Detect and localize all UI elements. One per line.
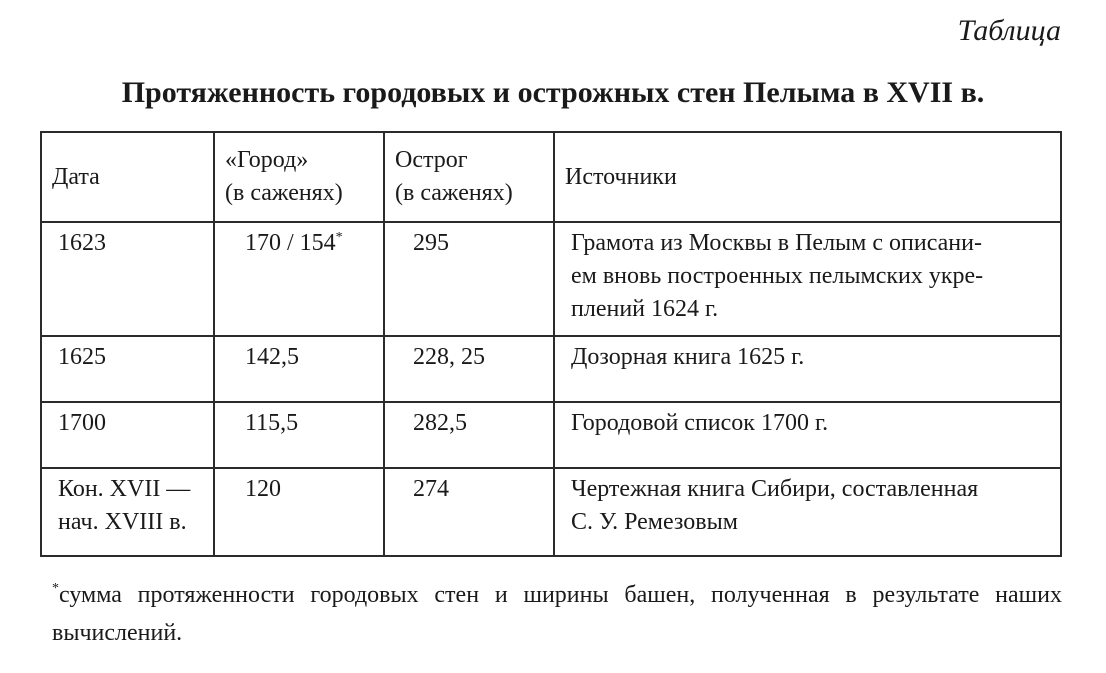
cell-source — [554, 468, 1061, 556]
table-row — [41, 336, 1061, 402]
cell-gorod — [214, 222, 384, 336]
cell-source-line: С. У. Ремезовым — [571, 509, 738, 535]
cell-ostrog: 274 — [384, 468, 554, 556]
cell-date: 1625 — [41, 336, 214, 402]
cell-source-line: ем вновь построенных пелымских укре- — [571, 263, 984, 289]
cell-source-line: Чертежная книга Сибири, составленная — [571, 476, 979, 502]
cell-ostrog: 228, 25 — [384, 336, 554, 402]
footnote-ref-mark: * — [335, 230, 343, 245]
cell-date: 1700 — [41, 402, 214, 468]
cell-date — [41, 468, 214, 556]
header-date: Дата — [41, 132, 214, 222]
header-ostrog — [384, 132, 554, 222]
cell-gorod: 115,5 — [214, 402, 384, 468]
footnote-mark: * — [52, 581, 59, 596]
cell-source — [554, 222, 1061, 336]
cell-source-line: Дозорная книга 1625 г. — [571, 344, 805, 370]
header-ostrog-line2: (в саженях) — [395, 180, 513, 206]
header-gorod-line1: «Город» — [225, 147, 309, 173]
header-gorod — [214, 132, 384, 222]
cell-source-line: Грамота из Москвы в Пелым с описани- — [571, 230, 982, 256]
cell-gorod-value: 170 / 154 — [245, 230, 336, 256]
header-ostrog-line1: Острог — [395, 147, 468, 173]
footnote — [52, 576, 1062, 652]
header-gorod-line2: (в саженях) — [225, 180, 343, 206]
table-row — [41, 402, 1061, 468]
table-row — [41, 222, 1061, 336]
cell-gorod: 142,5 — [214, 336, 384, 402]
cell-source-line: Городовой список 1700 г. — [571, 410, 829, 436]
table-label: Таблица — [957, 14, 1061, 47]
header-row — [41, 132, 1061, 222]
cell-source — [554, 402, 1061, 468]
cell-ostrog: 295 — [384, 222, 554, 336]
cell-date: 1623 — [41, 222, 214, 336]
data-table — [40, 131, 1062, 557]
cell-gorod: 120 — [214, 468, 384, 556]
cell-source — [554, 336, 1061, 402]
cell-date-line: нач. XVIII в. — [58, 509, 187, 535]
cell-date-line: Кон. XVII — — [58, 476, 191, 502]
cell-ostrog: 282,5 — [384, 402, 554, 468]
table-row — [41, 468, 1061, 556]
footnote-text: сумма протяженности городовых стен и ширины башен, полученная в результате наших вычислений. — [52, 582, 1062, 646]
cell-source-line: плений 1624 г. — [571, 296, 719, 322]
table-title: Протяженность городовых и острожных стен Пелыма в XVII в. — [121, 76, 985, 109]
header-sources: Источники — [554, 132, 1061, 222]
